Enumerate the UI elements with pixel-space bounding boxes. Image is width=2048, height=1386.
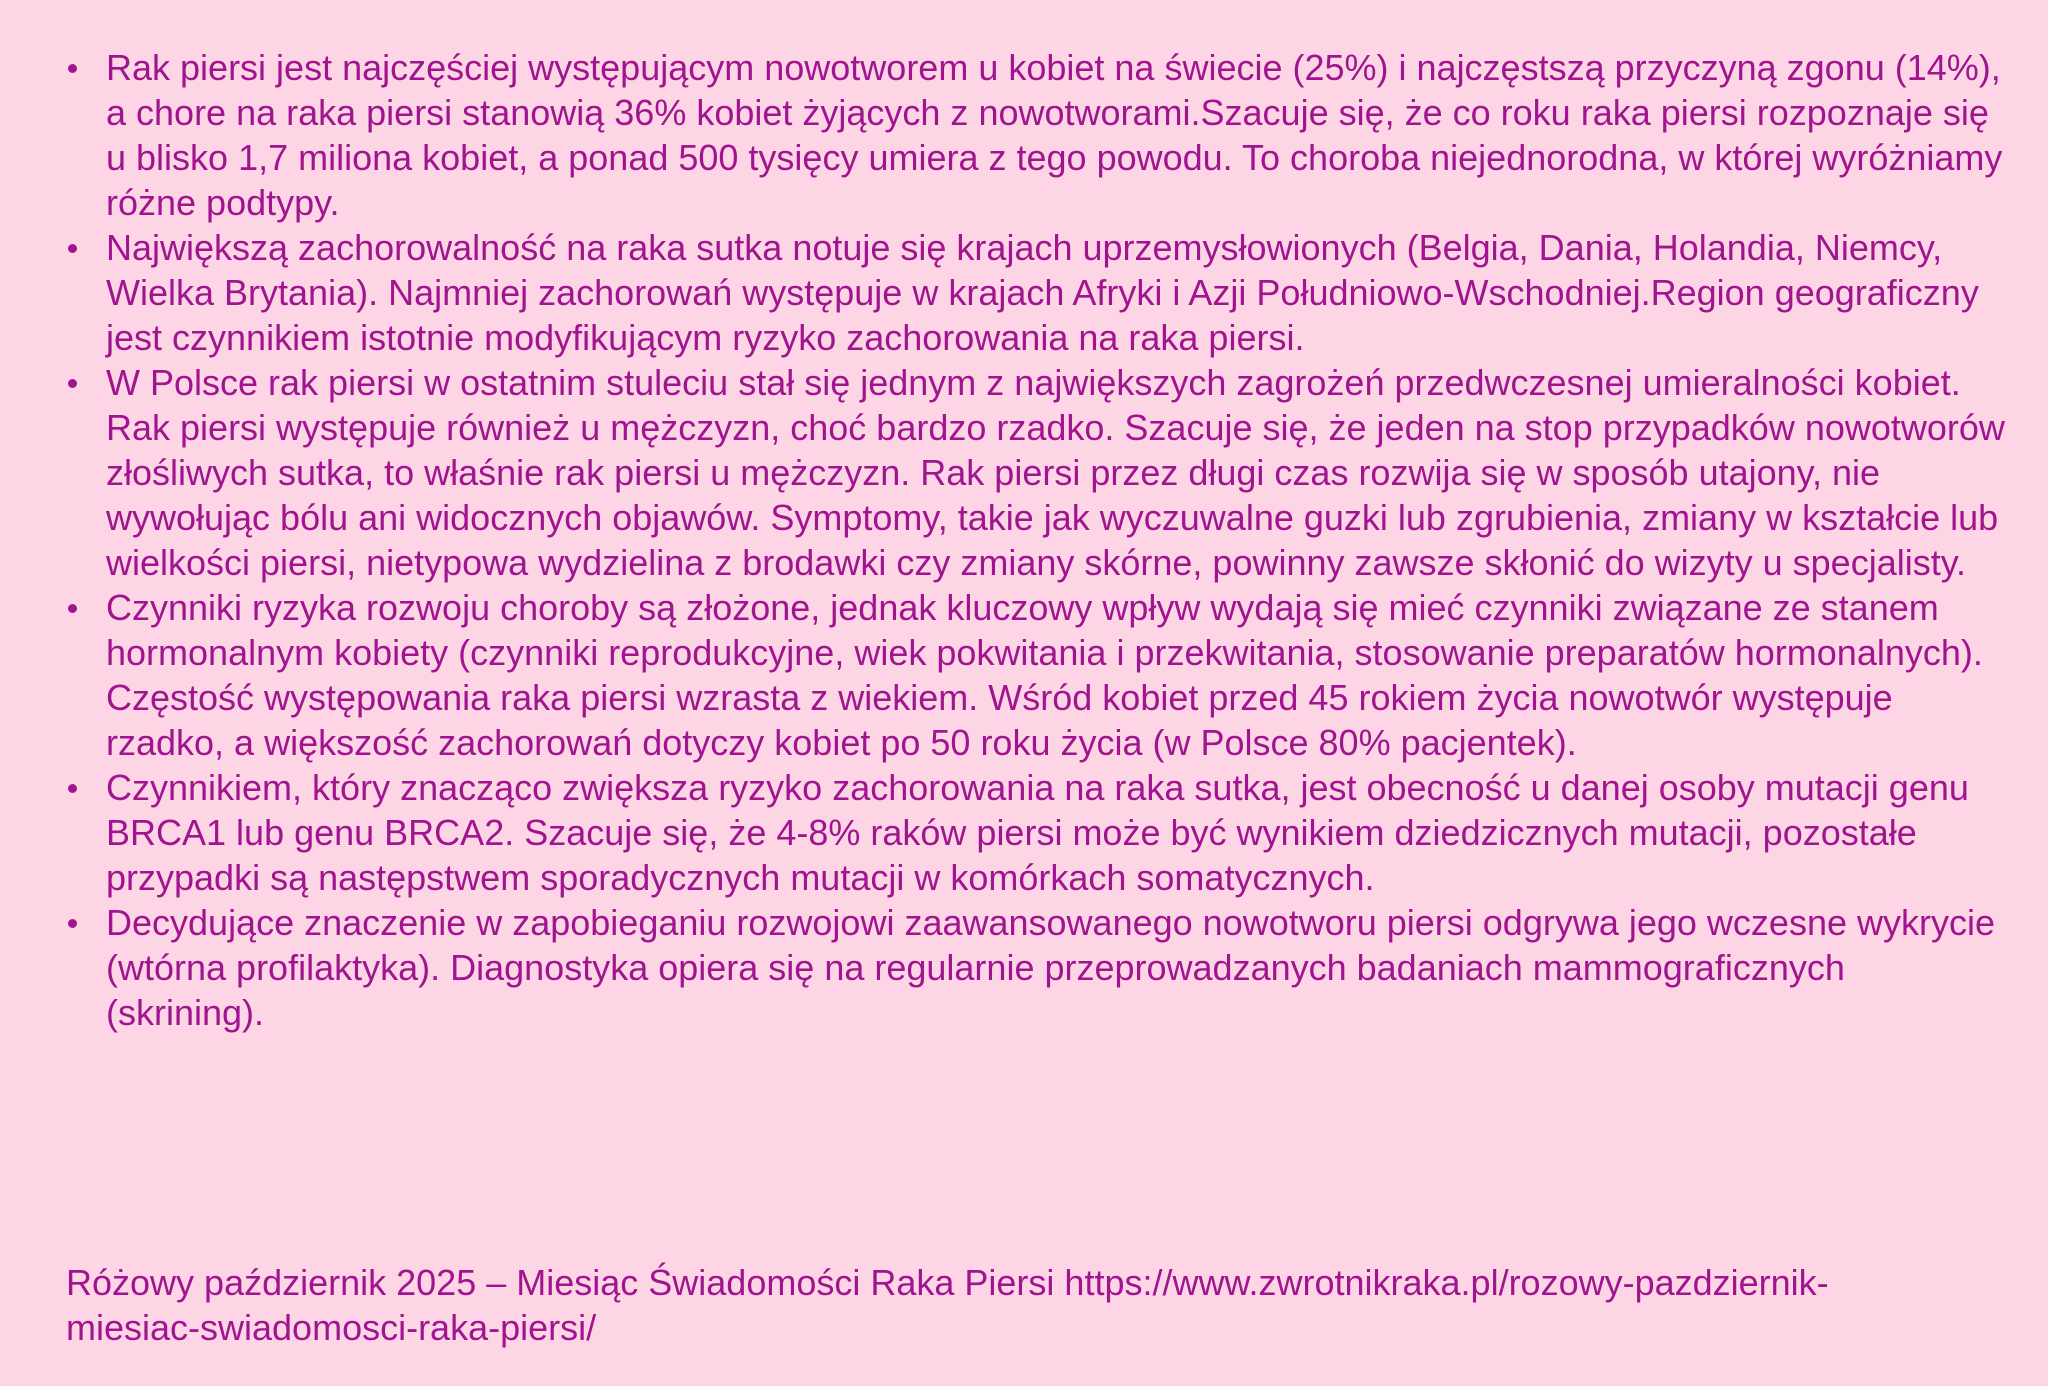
bullet-item (66, 765, 2008, 900)
bullet-item (66, 360, 2008, 585)
bullet-text: Rak piersi jest najczęściej występującym nowotworem u kobiet na świecie (25%) i najczęstszą przyczyną zgonu (14%), a chore na raka piersi stanowią 36% kobiet żyjących z nowotworami.Szacuje się, że co roku raka piersi rozpoznaje się u blisko 1,7 miliona kobiet, a ponad 500 tysięcy umiera z tego powodu. To choroba niejednorodna, w której wyróżniamy różne podtypy. (106, 47, 2003, 223)
bullet-text: Decydujące znaczenie w zapobieganiu rozwojowi zaawansowanego nowotworu piersi odgrywa jego wczesne wykrycie (wtórna profilaktyka). Diagnostyka opiera się na regularnie przeprowadzanych badaniach mammograficznych (skrining). (106, 902, 1995, 1033)
bullet-text: W Polsce rak piersi w ostatnim stuleciu stał się jednym z największych zagrożeń przedwczesnej umieralności kobiet. Rak piersi występuje również u mężczyzn, choć bardzo rzadko. Szacuje się, że jeden na stop przypadków nowotworów złośliwych sutka, to właśnie rak piersi u mężczyzn. Rak piersi przez długi czas rozwija się w sposób utajony, nie wywołując bólu ani widocznych objawów. Symptomy, takie jak wyczuwalne guzki lub zgrubienia, zmiany w kształcie lub wielkości piersi, nietypowa wydzielina z brodawki czy zmiany skórne, powinny zawsze skłonić do wizyty u specjalisty. (106, 362, 2005, 583)
bullet-icon (68, 64, 77, 73)
bullet-icon (68, 244, 77, 253)
bullet-item (66, 45, 2008, 225)
source-footer: Różowy październik 2025 – Miesiąc Świadomości Raka Piersi https://www.zwrotnikraka.pl/rozowy-pazdziernik-miesiac-swiadomosci-raka-piersi/ (66, 1262, 1829, 1348)
bullet-icon (68, 604, 77, 613)
bullet-text: Czynnikiem, który znacząco zwiększa ryzyko zachorowania na raka sutka, jest obecność u danej osoby mutacji genu BRCA1 lub genu BRCA2. Szacuje się, że 4-8% raków piersi może być wynikiem dziedzicznych mutacji, pozostałe przypadki są następstwem sporadycznych mutacji w komórkach somatycznych. (106, 767, 1969, 898)
bullet-icon (68, 784, 77, 793)
bullet-item (66, 225, 2008, 360)
bullet-text: Czynniki ryzyka rozwoju choroby są złożone, jednak kluczowy wpływ wydają się mieć czynniki związane ze stanem hormonalnym kobiety (czynniki reprodukcyjne, wiek pokwitania i przekwitania, stosowanie preparatów hormonalnych). Częstość występowania raka piersi wzrasta z wiekiem. Wśród kobiet przed 45 rokiem życia nowotwór występuje rzadko, a większość zachorowań dotyczy kobiet po 50 roku życia (w Polsce 80% pacjentek). (106, 587, 1983, 763)
bullet-list (66, 45, 2008, 1035)
bullet-item (66, 900, 2008, 1035)
bullet-text: Największą zachorowalność na raka sutka notuje się krajach uprzemysłowionych (Belgia, Dania, Holandia, Niemcy, Wielka Brytania). Najmniej zachorowań występuje w krajach Afryki i Azji Południowo-Wschodniej.Region geograficzny jest czynnikiem istotnie modyfikującym ryzyko zachorowania na raka piersi. (106, 227, 1979, 358)
bullet-icon (68, 379, 77, 388)
bullet-item (66, 585, 2008, 765)
bullet-icon (68, 919, 77, 928)
